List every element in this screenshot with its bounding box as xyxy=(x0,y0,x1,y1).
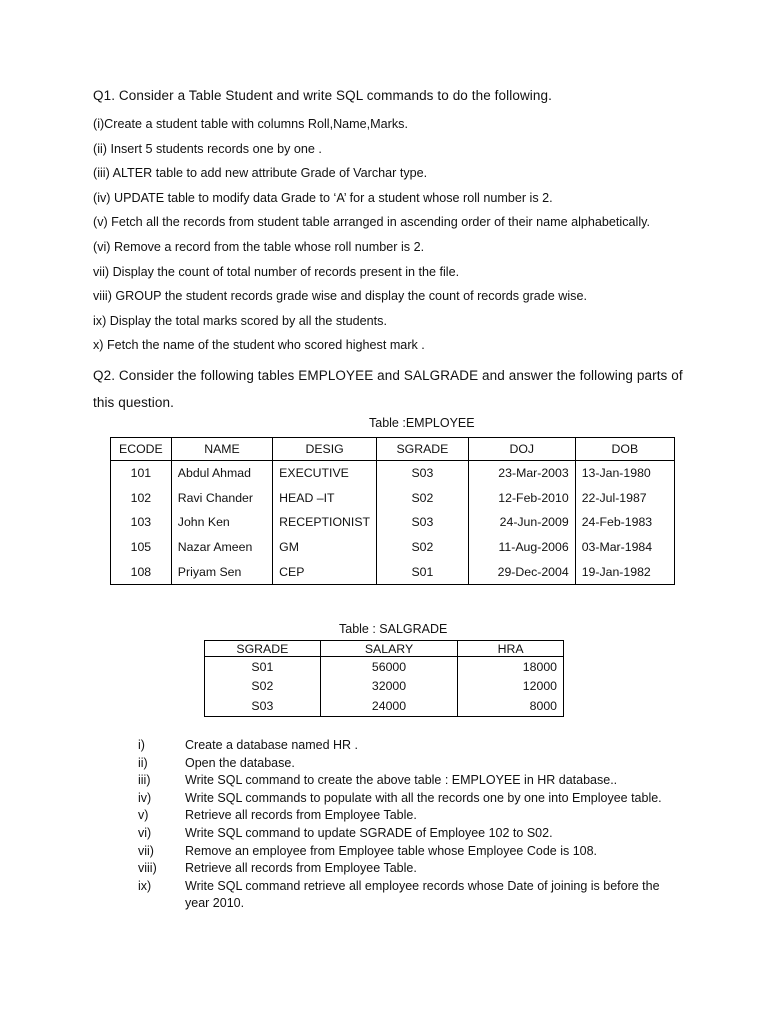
employee-cell: 23-Mar-2003 xyxy=(468,461,575,486)
employee-cell: HEAD –IT xyxy=(273,486,377,511)
q2-part-text: Write SQL commands to populate with all the records one by one into Employee table. xyxy=(185,790,662,805)
employee-cell: S02 xyxy=(377,535,469,560)
salgrade-cell: S02 xyxy=(205,677,321,697)
q2-title: Q2. Consider the following tables EMPLOYEE and SALGRADE and answer the following parts of this question. xyxy=(93,368,683,410)
employee-cell: 108 xyxy=(111,559,172,584)
employee-table xyxy=(110,437,675,585)
employee-cell: S02 xyxy=(377,486,469,511)
employee-cell: 03-Mar-1984 xyxy=(575,535,674,560)
q1-item: x) Fetch the name of the student who scored highest mark . xyxy=(93,338,425,353)
q2-part xyxy=(138,843,665,861)
employee-cell: S03 xyxy=(377,461,469,486)
employee-cell: 19-Jan-1982 xyxy=(575,559,674,584)
employee-cell: 29-Dec-2004 xyxy=(468,559,575,584)
q1-item: (vi) Remove a record from the table whose roll number is 2. xyxy=(93,239,425,254)
q2-part-number: iv) xyxy=(138,790,152,805)
employee-row xyxy=(111,486,675,511)
employee-cell: 12-Feb-2010 xyxy=(468,486,575,511)
q1-item: (v) Fetch all the records from student table arranged in ascending order of their name alphabetically. xyxy=(93,215,650,230)
salgrade-cell: 18000 xyxy=(458,657,564,677)
q1-item: vii) Display the count of total number of records present in the file. xyxy=(93,264,460,279)
salgrade-header-cell: HRA xyxy=(458,641,564,657)
salgrade-row xyxy=(205,696,564,716)
q2-part-text: Open the database. xyxy=(185,755,295,770)
employee-row xyxy=(111,461,675,486)
salgrade-table-caption: Table : SALGRADE xyxy=(339,622,448,636)
q1-item: (ii) Insert 5 students records one by one . xyxy=(93,141,322,156)
q1-item: viii) GROUP the student records grade wise and display the count of records grade wise. xyxy=(93,289,587,304)
employee-cell: Abdul Ahmad xyxy=(171,461,272,486)
q2-part-text: Write SQL command to create the above table : EMPLOYEE in HR database.. xyxy=(185,773,618,788)
q2-part-number: v) xyxy=(138,808,149,823)
employee-header-cell: DOJ xyxy=(468,438,575,461)
employee-cell: John Ken xyxy=(171,510,272,535)
employee-row xyxy=(111,510,675,535)
employee-cell: 13-Jan-1980 xyxy=(575,461,674,486)
q2-part xyxy=(138,772,665,790)
q2-part-number: vii) xyxy=(138,843,154,858)
q2-part xyxy=(138,860,665,878)
employee-cell: 11-Aug-2006 xyxy=(468,535,575,560)
employee-header-cell: NAME xyxy=(171,438,272,461)
q2-part-number: i) xyxy=(138,738,145,752)
q1-title: Q1. Consider a Table Student and write SQL commands to do the following. xyxy=(93,88,552,103)
salgrade-cell: 12000 xyxy=(458,677,564,697)
salgrade-cell: 56000 xyxy=(320,657,458,677)
q2-part xyxy=(138,737,665,755)
employee-table-caption: Table :EMPLOYEE xyxy=(369,416,475,430)
employee-cell: Priyam Sen xyxy=(171,559,272,584)
q2-part xyxy=(138,878,665,913)
employee-header-cell: DESIG xyxy=(273,438,377,461)
employee-cell: CEP xyxy=(273,559,377,584)
employee-header-cell: DOB xyxy=(575,438,674,461)
q2-part-text: Retrieve all records from Employee Table. xyxy=(185,861,417,876)
salgrade-row xyxy=(205,677,564,697)
employee-row xyxy=(111,535,675,560)
employee-cell: Nazar Ameen xyxy=(171,535,272,560)
employee-cell: RECEPTIONIST xyxy=(273,510,377,535)
employee-cell: EXECUTIVE xyxy=(273,461,377,486)
employee-cell: S03 xyxy=(377,510,469,535)
q2-parts-list xyxy=(138,737,665,913)
salgrade-table xyxy=(204,640,564,717)
employee-cell: Ravi Chander xyxy=(171,486,272,511)
salgrade-cell: S01 xyxy=(205,657,321,677)
employee-cell: 24-Feb-1983 xyxy=(575,510,674,535)
salgrade-row xyxy=(205,657,564,677)
q1-item: (iii) ALTER table to add new attribute Grade of Varchar type. xyxy=(93,166,428,181)
salgrade-cell: 24000 xyxy=(320,696,458,716)
salgrade-cell: 32000 xyxy=(320,677,458,697)
q2-part-text: Write SQL command retrieve all employee records whose Date of joining is before the year 2010. xyxy=(185,878,660,911)
q2-part xyxy=(138,807,665,825)
q2-part-number: iii) xyxy=(138,773,151,788)
q2-part-text: Retrieve all records from Employee Table. xyxy=(185,808,417,823)
employee-header-row xyxy=(111,438,675,461)
salgrade-header-cell: SALARY xyxy=(320,641,458,657)
employee-row xyxy=(111,559,675,584)
q2-part xyxy=(138,755,665,773)
q2-part-number: ix) xyxy=(138,878,152,893)
salgrade-header-row xyxy=(205,641,564,657)
employee-header-cell: ECODE xyxy=(111,438,172,461)
employee-cell: 102 xyxy=(111,486,172,511)
q2-part xyxy=(138,825,665,843)
q1-item: (iv) UPDATE table to modify data Grade to ‘A’ for a student whose roll number is 2. xyxy=(93,190,553,205)
salgrade-header-cell: SGRADE xyxy=(205,641,321,657)
q1-item: (i)Create a student table with columns Roll,Name,Marks. xyxy=(93,117,408,131)
employee-cell: 105 xyxy=(111,535,172,560)
q1-list xyxy=(93,116,650,362)
salgrade-cell: S03 xyxy=(205,696,321,716)
q2-part-text: Write SQL command to update SGRADE of Employee 102 to S02. xyxy=(185,825,553,840)
employee-cell: 22-Jul-1987 xyxy=(575,486,674,511)
q2-part xyxy=(138,790,665,808)
q2-part-text: Create a database named HR . xyxy=(185,738,359,752)
q1-item: ix) Display the total marks scored by all the students. xyxy=(93,313,387,328)
employee-cell: 103 xyxy=(111,510,172,535)
employee-header-cell: SGRADE xyxy=(377,438,469,461)
salgrade-cell: 8000 xyxy=(458,696,564,716)
employee-cell: 24-Jun-2009 xyxy=(468,510,575,535)
employee-cell: S01 xyxy=(377,559,469,584)
q2-part-number: vi) xyxy=(138,825,152,840)
q2-part-text: Remove an employee from Employee table whose Employee Code is 108. xyxy=(185,843,598,858)
employee-cell: 101 xyxy=(111,461,172,486)
employee-cell: GM xyxy=(273,535,377,560)
q2-part-number: ii) xyxy=(138,755,148,770)
q2-part-number: viii) xyxy=(138,861,157,876)
